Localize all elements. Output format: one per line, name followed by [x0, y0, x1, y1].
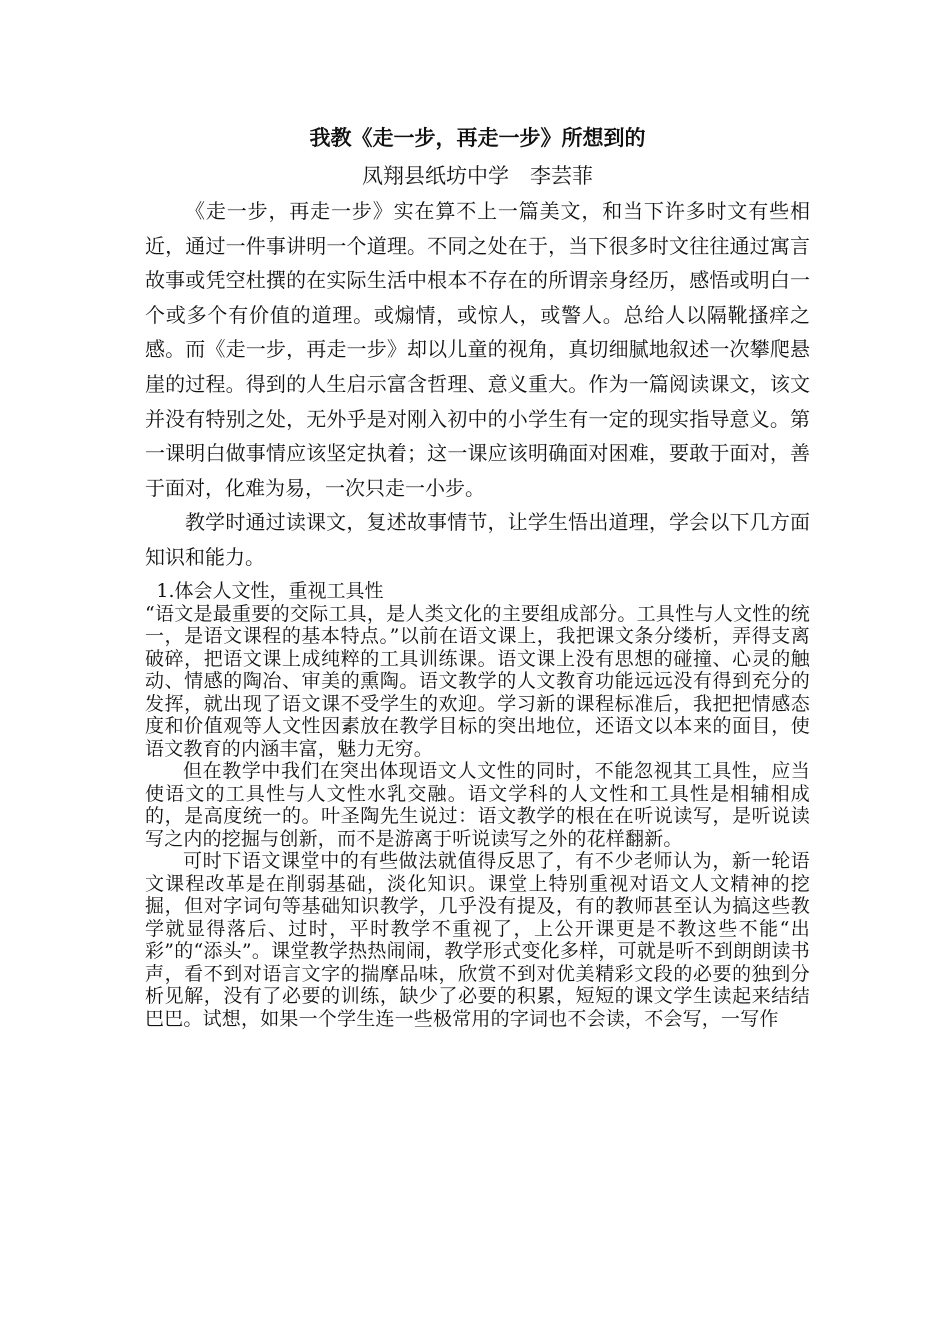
intro-paragraph: 《走一步，再走一步》实在算不上一篇美文，和当下许多时文有些相近，通过一件事讲明一个道理。不同之处在于，当下很多时文往往通过寓言故事或凭空杜撰的在实际生活中根本不存在的所谓亲身经历，感悟或明白一个或多个有价值的道理。或煽情，或惊人，或警人。总给人以隔靴搔痒之感。而《走一步，再走一步》却以儿童的视角，真切细腻地叙述一次攀爬悬崖的过程。得到的人生启示富含哲理、意义重大。作为一篇阅读课文，该文并没有特别之处，无外乎是对刚入初中的小学生有一定的现实指导意义。第一课明白做事情应该坚定执着；这一课应该明确面对困难，要敢于面对，善于面对，化难为易，一次只走一小步。: [145, 199, 810, 500]
section-paragraph-reflection: 可时下语文课堂中的有些做法就值得反思了，有不少老师认为，新一轮语文课程改革是在削弱基础，淡化知识。课堂上特别重视对语文人文精神的挖掘，但对字词句等基础知识教学，几乎没有提及，有的教师甚至认为搞这些教学就显得落后、过时，平时教学不重视了，上公开课更是不教这些不能“出彩”的“添头”。课堂教学热热闹闹，教学形式变化多样，可就是听不到朗朗读书声，看不到对语言文字的揣摩品味，欣赏不到对优美精彩文段的必要的独到分析见解，没有了必要的训练，缺少了必要的积累，短短的课文学生读起来结结巴巴。试想，如果一个学生连一些极常用的字词也不会读，不会写，一写作: [145, 850, 810, 1030]
document-page: [145, 118, 810, 1030]
document-title: 我教《走一步，再走一步》所想到的: [309, 125, 646, 150]
section-paragraph-tool: 但在教学中我们在突出体现语文人文性的同时，不能忽视其工具性，应当使语文的工具性与人文性水乳交融。语文学科的人文性和工具性是相辅相成的，是高度统一的。叶圣陶先生说过：语文教学的根在在听说读写，是听说读写之内的挖掘与创新，而不是游离于听说读写之外的花样翻新。: [145, 760, 810, 850]
section-heading: 1.体会人文性，重视工具性: [156, 579, 384, 602]
teaching-paragraph: 教学时通过读课文，复述故事情节，让学生悟出道理，学会以下几方面知识和能力。: [145, 510, 810, 569]
author-line: 凤翔县纸坊中学 李芸菲: [362, 164, 593, 188]
section-paragraph-quote: “语文是最重要的交际工具，是人类文化的主要组成部分。工具性与人文性的统一，是语文课程的基本特点。”以前在语文课上，我把课文条分缕析，弄得支离破碎，把语文课上成纯粹的工具训练课。语文课上没有思想的碰撞、心灵的触动、情感的陶冶、审美的熏陶。语文教学的人文教育功能远远没有得到充分的发挥，就出现了语文课不受学生的欢迎。学习新的课程标准后，我把把情感态度和价值观等人文性因素放在教学目标的突出地位，还语文以本来的面目，使语文教育的内涵丰富，魅力无穷。: [145, 602, 810, 760]
